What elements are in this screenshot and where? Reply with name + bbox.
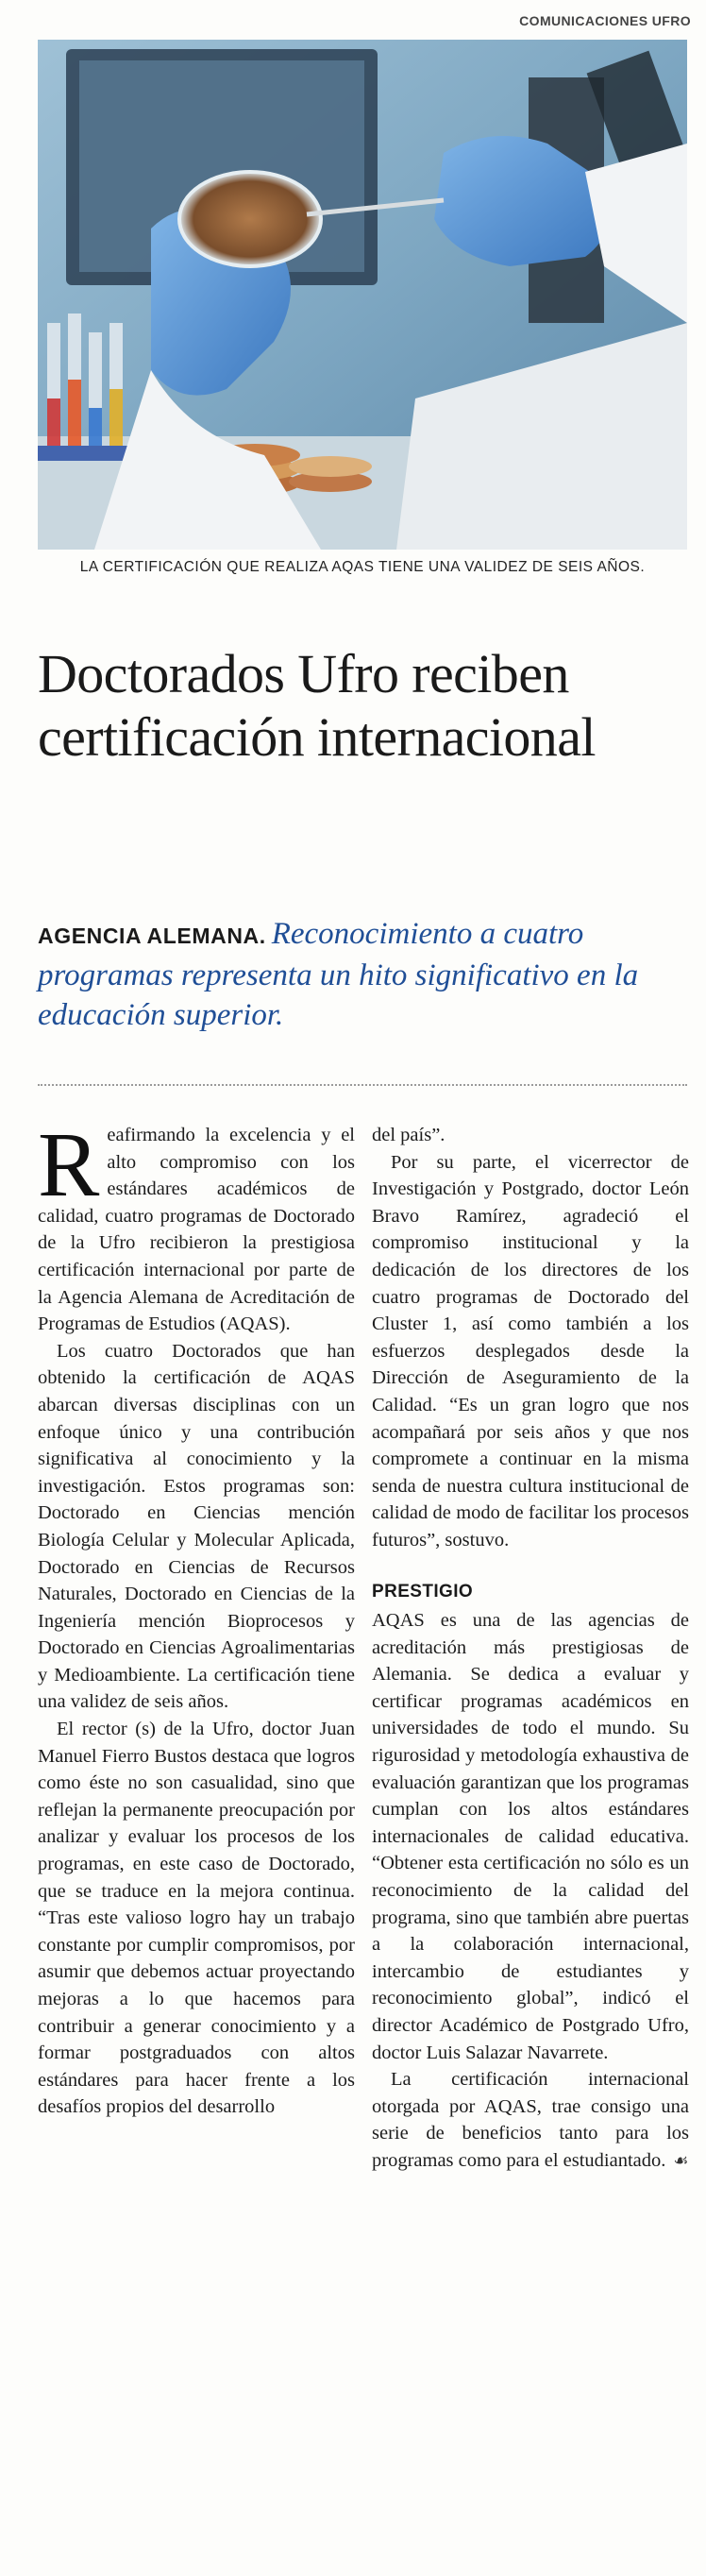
- photo-caption: LA CERTIFICACIÓN QUE REALIZA AQAS TIENE UNA VALIDEZ DE SEIS AÑOS.: [79, 559, 646, 575]
- body-column-right: [372, 1122, 689, 2176]
- headline: Doctorados Ufro reciben certificación internacional: [38, 643, 596, 768]
- section-label: COMUNICACIONES UFRO: [519, 13, 691, 28]
- deck-text: Reconocimiento a cuatro programas representa un hito significativo en la educación superior.: [38, 917, 639, 1032]
- deck-kicker: AGENCIA ALEMANA.: [38, 924, 266, 948]
- paragraph-1: [38, 1114, 355, 1338]
- subheading-prestigio: PRESTIGIO: [372, 1581, 474, 1602]
- paragraph-6-text: La certificación internacional otorgada por AQAS, trae consigo una serie de beneficios tanto para los programas como para el estudiantado.: [372, 2069, 689, 2171]
- paragraph-3-continued: del país”.: [372, 1125, 445, 1145]
- end-of-article-icon: ☙: [673, 2150, 689, 2171]
- paragraph-3: El rector (s) de la Ufro, doctor Juan Manuel Fierro Bustos destaca que logros como éste no son casualidad, sino que reflejan la permanente preocupación por analizar y evaluar los procesos de los programas, en este caso de Doctorado, que se traduce en la mejora continua. “Tras este valioso logro hay un trabajo constante por cumplir compromisos, por asumir que debemos actuar proyectando mejoras a lo que hacemos para contribuir a generar conocimiento y a formar postgraduados con altos estándares para hacer frente a los desafíos propios del desarrollo: [38, 1719, 355, 2118]
- paragraph-5: AQAS es una de las agencias de acreditación más prestigiosas de Alemania. Se dedica a evaluar y certificar programas académicos en universidades de todo el mundo. Su rigurosidad y metodología exhaustiva de evaluación garantizan que los programas cumplan con los altos estándares internacionales de calidad educativa. “Obtener esta certificación no sólo es un reconocimiento de la calidad del programa, sino que también abre puertas a la colaboración internacional, intercambio de estudiantes y reconocimiento global”, indicó el director Académico de Postgrado Ufro, doctor Luis Salazar Navarrete.: [372, 1610, 689, 2063]
- drop-cap: R: [38, 1114, 100, 1216]
- paragraph-4: Por su parte, el vicerrector de Investigación y Postgrado, doctor León Bravo Ramírez, agradeció el compromiso institucional y la dedicación de los directores de los cuatro programas de Doctorado del Cluster 1, así como también a los esfuerzos desplegados desde la Dirección de Aseguramiento de la Calidad. “Es un gran logro que nos acompañará por seis años y que nos compromete a continuar en la misma senda de nuestra cultura institucional de calidad de modo de facilitar los procesos futuros”, sostuvo.: [372, 1151, 689, 1551]
- paragraph-1-text: eafirmando la excelencia y el alto compromiso con los estándares académicos de calidad, cuatro programas de Doctorado de la Ufro recibieron la prestigiosa certificación internacional por parte de la Agencia Alemana de Acreditación de Programas de Estudios (AQAS).: [38, 1125, 355, 1335]
- body-column-left: [38, 1114, 355, 2121]
- deck: [38, 914, 691, 1035]
- lab-photo: [38, 40, 687, 550]
- divider: [38, 1084, 687, 1086]
- paragraph-6: [372, 2066, 689, 2175]
- lab-photo-illustration: [38, 40, 687, 550]
- paragraph-2: Los cuatro Doctorados que han obtenido la certificación de AQAS abarcan diversas disciplinas con un enfoque único y una contribución significativa al conocimiento y la investigación. Estos programas son: Doctorado en Ciencias mención Biología Celular y Molecular Aplicada, Doctorado en Ciencias de Recursos Naturales, Doctorado en Ciencias de la Ingeniería mención Bioprocesos y Doctorado en Ciencias Agroalimentarias y Medioambiente. La certificación tiene una validez de seis años.: [38, 1340, 355, 1713]
